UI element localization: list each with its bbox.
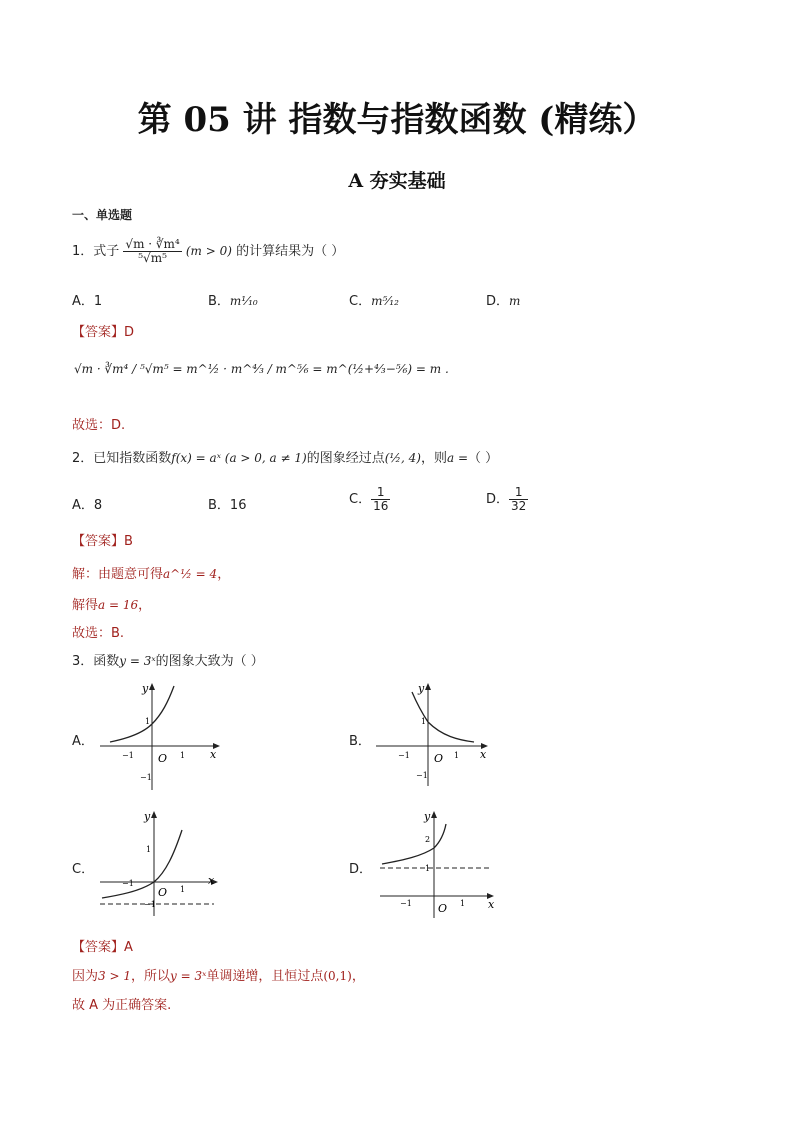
question-3: 3．函数y = 3ˣ的图象大致为（ ）	[72, 654, 264, 669]
svg-text:1: 1	[421, 717, 427, 726]
q3-graph-a	[96, 680, 226, 792]
q2-option-b: B．16	[208, 498, 247, 513]
q2-point: (½, 4)	[384, 451, 421, 465]
svg-text:y: y	[142, 682, 149, 695]
q2-function: f(x) = aˣ (a > 0, a ≠ 1)	[171, 451, 307, 465]
svg-text:O: O	[438, 902, 448, 915]
q1-expression: $\frac{\text{√m · ∛m⁴}}{\text{⁵√m⁵}}$	[125, 237, 180, 265]
svg-text:x: x	[480, 748, 487, 761]
q2-solution-line2: 解得a = 16，	[72, 598, 152, 613]
question-1	[72, 238, 344, 265]
q1-condition: (m > 0)	[185, 244, 232, 258]
page-title: 第 05 讲 指数与指数函数 (精练）	[137, 100, 657, 140]
q1-option-b: B．m¹⁄₁₀	[208, 294, 258, 309]
q2-option-d: D． $\frac{1}{32}$	[486, 485, 527, 513]
q1-option-a: A．1	[72, 294, 103, 309]
svg-text:1: 1	[460, 899, 466, 908]
svg-text:O: O	[158, 752, 168, 765]
svg-text:−1: −1	[140, 773, 152, 782]
q2-solution-line1: 解：由题意可得a^½ = 4，	[72, 567, 231, 582]
question-2: 2．已知指数函数f(x) = aˣ (a > 0, a ≠ 1)的图象经过点(½, 4)，则a =（ ）	[72, 451, 499, 466]
svg-text:y: y	[144, 810, 151, 823]
section-subtitle: A 夯实基础	[348, 170, 446, 192]
svg-text:O: O	[434, 752, 444, 765]
q2-option-c: C． $\frac{1}{16}$	[349, 485, 389, 513]
svg-text:1: 1	[146, 845, 152, 854]
q3-graph-d	[376, 808, 501, 920]
q3-option-a: A．	[72, 734, 94, 749]
svg-text:x: x	[208, 874, 215, 887]
section-heading: 一、单选题	[72, 208, 133, 222]
q1-stem-suffix: 的计算结果为（ ）	[236, 244, 345, 259]
svg-text:x: x	[488, 898, 495, 911]
svg-text:1: 1	[454, 751, 460, 760]
svg-text:y: y	[424, 810, 431, 823]
q1-option-d: D．m	[486, 294, 521, 309]
q3-conclusion: 故 A 为正确答案.	[72, 998, 172, 1013]
q2-answer: 【答案】B	[72, 534, 133, 549]
q3-graph-b	[372, 680, 497, 788]
q3-solution: 因为3 > 1，所以y = 3ˣ单调递增，且恒过点(0,1)，	[72, 969, 365, 984]
q3-option-b: B．	[349, 734, 371, 749]
svg-text:−1: −1	[416, 771, 428, 780]
svg-text:y: y	[418, 682, 425, 695]
q2-conclusion: 故选：B.	[72, 626, 125, 641]
svg-text:2: 2	[425, 835, 431, 844]
q1-answer: 【答案】D	[72, 325, 135, 340]
q1-solution: √m · ∛m⁴ / ⁵√m⁵ = m^½ · m^⁴⁄₃ / m^⁵⁄₆ = m^(½+⁴⁄₃−⁵⁄₆) = m .	[74, 362, 449, 376]
svg-text:−1: −1	[144, 900, 156, 909]
svg-text:−1: −1	[400, 899, 412, 908]
svg-text:1: 1	[180, 885, 186, 894]
q3-option-c: C．	[72, 862, 95, 877]
q3-answer: 【答案】A	[72, 940, 133, 955]
svg-text:−1: −1	[398, 751, 410, 760]
svg-text:1: 1	[145, 717, 151, 726]
q1-stem-prefix: 1．式子	[72, 244, 120, 259]
svg-text:x: x	[210, 748, 217, 761]
svg-text:1: 1	[425, 864, 431, 873]
q1-conclusion: 故选：D.	[72, 418, 126, 433]
svg-text:1: 1	[180, 751, 186, 760]
q3-graph-c	[96, 808, 226, 918]
svg-text:O: O	[158, 886, 168, 899]
svg-text:−1: −1	[122, 751, 134, 760]
svg-text:−1: −1	[122, 879, 134, 888]
q2-option-a: A．8	[72, 498, 103, 513]
q3-option-d: D．	[349, 862, 373, 877]
q1-option-c: C．m⁵⁄₁₂	[349, 294, 399, 309]
